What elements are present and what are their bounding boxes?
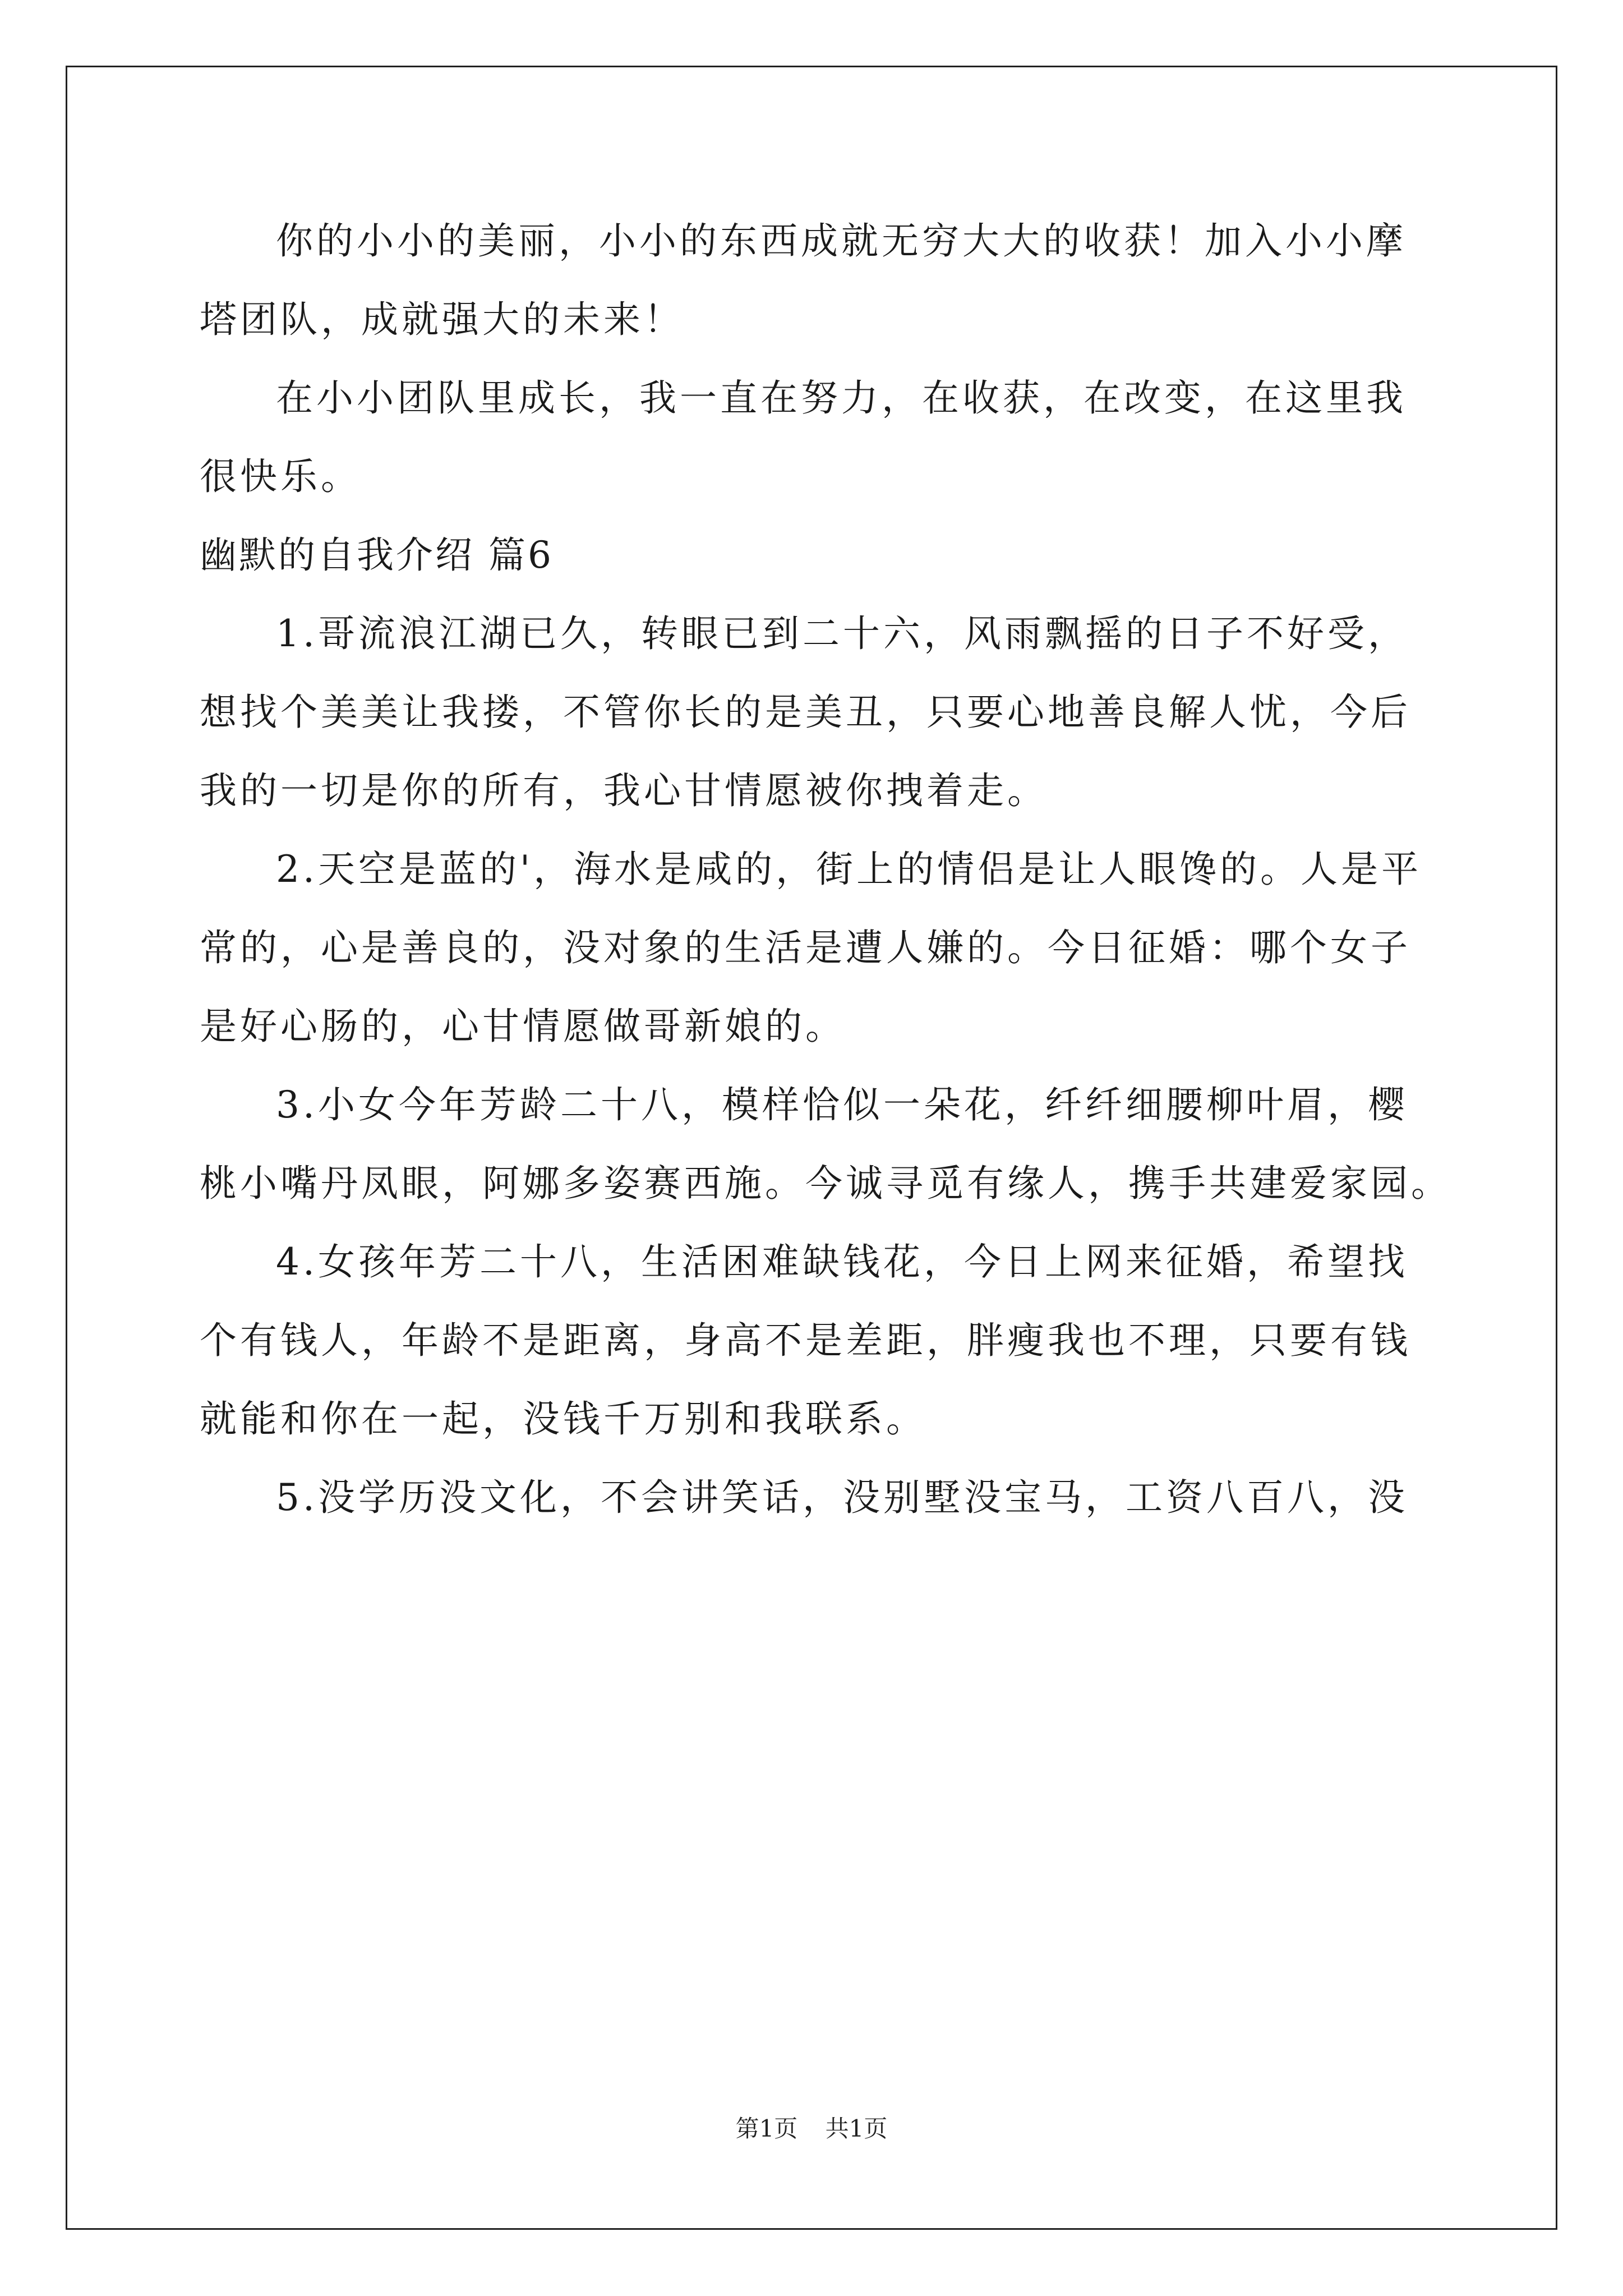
paragraph-line: 桃小嘴丹凤眼，阿娜多姿赛西施。今诚寻觅有缘人，携手共建爱家园。 (200, 1162, 1451, 1205)
document-body (200, 202, 1451, 1537)
page-number-total: 共1页 (825, 2115, 888, 2142)
paragraph-line: 想找个美美让我搂，不管你长的是美丑，只要心地善良解人忧，今后 (200, 691, 1411, 734)
page-number-current: 第1页 (735, 2115, 798, 2142)
paragraph-line: 就能和你在一起，没钱千万别和我联系。 (200, 1397, 926, 1441)
paragraph-line: 是好心肠的，心甘情愿做哥新娘的。 (200, 1005, 846, 1048)
paragraph-line: 你的小小的美丽，小小的东西成就无穷大大的收获！加入小小摩 (276, 219, 1407, 263)
section-heading: 幽默的自我介绍 篇6 (200, 533, 554, 577)
paragraph-line: 2.天空是蓝的'，海水是咸的，街上的情侣是让人眼馋的。人是平 (276, 848, 1422, 891)
paragraph-line: 很快乐。 (200, 455, 361, 498)
paragraph-line: 4.女孩年芳二十八，生活困难缺钱花，今日上网来征婚，希望找 (276, 1240, 1408, 1283)
page-footer (0, 2112, 1623, 2146)
paragraph-line: 塔团队，成就强大的未来！ (200, 298, 684, 341)
paragraph-line: 1.哥流浪江湖已久，转眼已到二十六，风雨飘摇的日子不好受， (276, 612, 1408, 655)
paragraph-line: 5.没学历没文化，不会讲笑话，没别墅没宝马，工资八百八，没 (276, 1476, 1408, 1519)
paragraph-line: 常的，心是善良的，没对象的生活是遭人嫌的。今日征婚：哪个女子 (200, 926, 1411, 969)
paragraph-line: 3.小女今年芳龄二十八，模样恰似一朵花，纤纤细腰柳叶眉，樱 (276, 1083, 1408, 1126)
paragraph-line: 个有钱人，年龄不是距离，身高不是差距，胖瘦我也不理，只要有钱 (200, 1319, 1411, 1362)
paragraph-line: 我的一切是你的所有，我心甘情愿被你拽着走。 (200, 769, 1048, 812)
paragraph-line: 在小小团队里成长，我一直在努力，在收获，在改变，在这里我 (276, 376, 1407, 420)
